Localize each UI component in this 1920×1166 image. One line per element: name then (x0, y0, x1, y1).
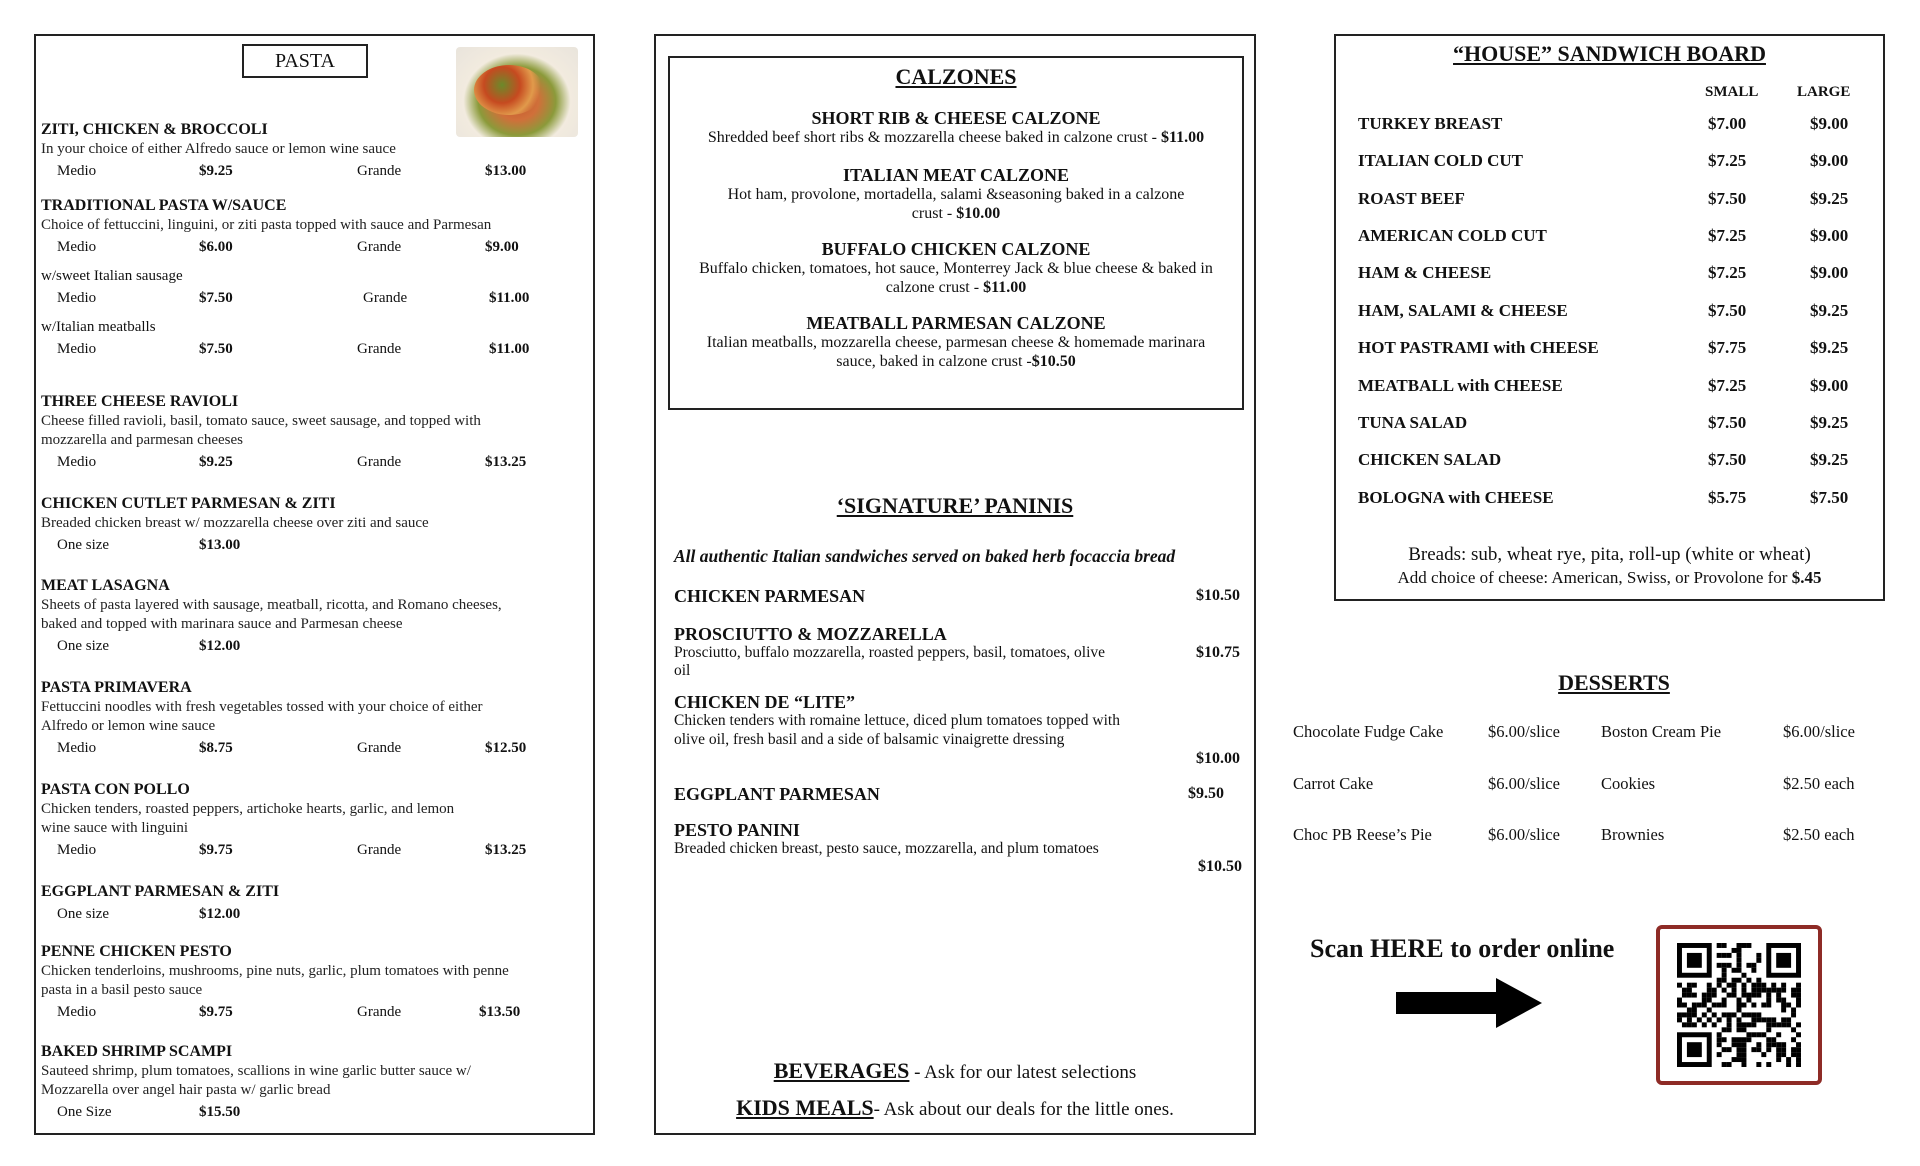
price: $13.25 (485, 842, 527, 858)
price-row (41, 290, 581, 312)
item-desc: Chicken tenderloins, mushrooms, pine nuts, garlic, plum tomatoes with penne pasta in a basil pesto sauce (41, 963, 509, 998)
panini-price: $10.00 (1196, 750, 1240, 767)
panini-item (674, 692, 1240, 767)
price: $7.50 (199, 290, 233, 306)
calzones-box (668, 56, 1244, 410)
price: $11.00 (489, 341, 530, 357)
dessert-price: $6.00/slice (1488, 722, 1560, 741)
size-label: Medio (57, 842, 97, 858)
panini-name: PESTO PANINI (674, 820, 800, 840)
size-label: Medio (57, 1004, 97, 1020)
large-price: $9.00 (1810, 151, 1849, 170)
item-desc: Fettuccini noodles with fresh vegetables tossed with your choice of either Alfredo or lemon wine sauce (41, 699, 483, 734)
price: $15.50 (199, 1104, 241, 1120)
size-label: Medio (57, 163, 97, 179)
dessert-name: Carrot Cake (1293, 774, 1374, 793)
panini-item (674, 784, 1240, 804)
panini-item (674, 820, 1242, 875)
small-price: $7.25 (1708, 263, 1747, 282)
calzone-name: ITALIAN MEAT CALZONE (842, 165, 1070, 185)
item-name: PENNE CHICKEN PESTO (41, 943, 232, 960)
calzone-desc (702, 333, 1210, 371)
panini-name: CHICKEN PARMESAN (674, 586, 866, 606)
large-price: $9.00 (1810, 226, 1849, 245)
menu-item (41, 392, 527, 476)
sandwich-name: HOT PASTRAMI with CHEESE (1358, 338, 1599, 357)
cheese-line (1336, 568, 1883, 588)
item-name: PASTA PRIMAVERA (41, 679, 192, 696)
sandwich-row (1358, 488, 1868, 510)
small-price: $7.25 (1708, 226, 1747, 245)
sandwich-row (1358, 226, 1868, 248)
dessert-name: Boston Cream Pie (1601, 722, 1722, 741)
price: $13.50 (479, 1004, 521, 1020)
desserts-title: DESSERTS (1558, 670, 1670, 695)
sandwich-row (1358, 376, 1868, 398)
sandwich-name: BOLOGNA with CHEESE (1358, 488, 1554, 507)
dessert-price: $2.50 each (1783, 774, 1855, 793)
menu-item (41, 494, 581, 559)
large-price: $9.00 (1810, 376, 1849, 395)
large-price: $9.25 (1810, 413, 1849, 432)
size-label: Grande (357, 1004, 402, 1020)
small-price: $7.00 (1708, 114, 1747, 133)
kids-text: - Ask about our deals for the little ones. (873, 1099, 1174, 1120)
qr-code[interactable] (1656, 925, 1822, 1085)
kids-line (656, 1095, 1254, 1121)
price: $9.75 (199, 1004, 233, 1020)
small-price: $7.50 (1708, 413, 1747, 432)
sandwich-panel (1334, 34, 1885, 601)
panini-price: $9.50 (1188, 785, 1224, 802)
calzone-desc-text: Italian meatballs, mozzarella cheese, parmesan cheese & homemade marinara sauce, baked in calzone crust - (706, 334, 1206, 370)
small-price: $7.25 (1708, 151, 1747, 170)
price-row (41, 740, 527, 762)
cheese-price: $.45 (1791, 568, 1822, 587)
price: $12.50 (485, 740, 527, 756)
large-price: $9.00 (1810, 263, 1849, 282)
menu-item (41, 196, 581, 363)
price-row (41, 537, 581, 559)
sandwich-name: ROAST BEEF (1358, 189, 1465, 208)
price: $8.75 (199, 740, 233, 756)
panini-item (674, 586, 1240, 606)
price: $9.25 (199, 454, 233, 470)
price-row (41, 638, 521, 660)
price: $9.25 (199, 163, 233, 179)
sandwich-row (1358, 151, 1868, 173)
size-label: Grande (357, 341, 402, 357)
menu-item (41, 678, 527, 762)
qr-code-icon (1674, 943, 1804, 1067)
size-label: Medio (57, 290, 97, 306)
small-price: $7.75 (1708, 338, 1747, 357)
sandwich-name: TUNA SALAD (1358, 413, 1468, 432)
calzone-item (676, 313, 1236, 371)
price: $13.00 (199, 537, 241, 553)
small-price: $7.50 (1708, 189, 1747, 208)
dessert-price: $2.50 each (1783, 825, 1855, 844)
calzone-name: BUFFALO CHICKEN CALZONE (821, 239, 1091, 259)
item-desc: Chicken tenders, roasted peppers, artichoke hearts, garlic, and lemon wine sauce with linguini (41, 801, 455, 836)
price: $6.00 (199, 239, 233, 255)
calzone-desc (690, 259, 1222, 297)
calzone-desc (676, 128, 1236, 147)
panini-name: PROSCIUTTO & MOZZARELLA (674, 624, 947, 644)
calzone-item (676, 165, 1236, 223)
price-row (41, 906, 581, 928)
size-label: One size (57, 906, 110, 922)
price-row (41, 341, 581, 363)
paninis-subtitle: All authentic Italian sandwiches served on baked herb focaccia bread (674, 546, 1176, 566)
size-label: Grande (357, 842, 402, 858)
price-row (41, 1104, 541, 1126)
item-name: BAKED SHRIMP SCAMPI (41, 1043, 233, 1060)
calzone-desc (716, 185, 1196, 223)
price-row (41, 842, 527, 864)
menu-item (41, 882, 581, 928)
calzone-name: MEATBALL PARMESAN CALZONE (806, 313, 1106, 333)
size-label: Grande (363, 290, 408, 306)
kids-label: KIDS MEALS (736, 1095, 874, 1120)
price: $12.00 (199, 906, 241, 922)
sandwich-name: HAM & CHEESE (1358, 263, 1492, 282)
item-name: EGGPLANT PARMESAN & ZITI (41, 883, 280, 900)
item-desc: In your choice of either Alfredo sauce or lemon wine sauce (41, 141, 396, 157)
cheese-text: Add choice of cheese: American, Swiss, or Provolone for (1397, 568, 1792, 587)
calzone-price: $10.00 (956, 205, 1001, 222)
sandwich-row (1358, 413, 1868, 435)
sandwich-name: ITALIAN COLD CUT (1358, 151, 1523, 170)
item-name: ZITI, CHICKEN & BROCCOLI (41, 121, 268, 138)
sandwich-row (1358, 450, 1868, 472)
calzone-desc-text: Buffalo chicken, tomatoes, hot sauce, Monterrey Jack & blue cheese & baked in calzone crust - (699, 260, 1213, 296)
calzone-item (676, 239, 1236, 297)
panini-price: $10.50 (1198, 858, 1242, 875)
sandwich-row (1358, 114, 1868, 136)
size-label: Grande (357, 454, 402, 470)
size-label: One size (57, 638, 110, 654)
calzone-price: $11.00 (983, 279, 1027, 296)
large-price: $9.25 (1810, 189, 1849, 208)
price: $9.75 (199, 842, 233, 858)
pasta-title: PASTA (242, 44, 368, 78)
sandwich-title: “HOUSE” SANDWICH BOARD (1453, 41, 1766, 66)
price-row (41, 1004, 521, 1026)
panini-desc: Chicken tenders with romaine lettuce, diced plum tomatoes topped with olive oil, fresh basil and a side of balsamic vinaigrette dressing (674, 712, 1120, 748)
breads-line: Breads: sub, wheat rye, pita, roll-up (white or wheat) (1408, 544, 1811, 565)
panini-item (674, 624, 1240, 680)
size-label: Grande (357, 239, 402, 255)
scan-order-text: Scan HERE to order online (1310, 934, 1615, 963)
menu-item (41, 1042, 541, 1126)
price-row (41, 454, 527, 476)
price: $11.00 (489, 290, 530, 306)
large-price: $9.25 (1810, 450, 1849, 469)
size-label: Medio (57, 341, 97, 357)
beverages-text: - Ask for our latest selections (909, 1062, 1137, 1083)
menu-item (41, 942, 521, 1026)
panini-name: EGGPLANT PARMESAN (674, 784, 880, 804)
panini-price: $10.50 (1196, 587, 1240, 604)
calzone-name: SHORT RIB & CHEESE CALZONE (811, 108, 1101, 128)
large-header: LARGE (1797, 84, 1851, 100)
dessert-price: $6.00/slice (1783, 722, 1855, 741)
item-desc: Cheese filled ravioli, basil, tomato sauce, sweet sausage, and topped with mozzarella and parmesan cheeses (41, 413, 481, 448)
item-variant: w/sweet Italian sausage (41, 268, 183, 284)
calzone-desc-text: Hot ham, provolone, mortadella, salami &seasoning baked in a calzone crust - (727, 186, 1185, 222)
large-price: $9.25 (1810, 301, 1849, 320)
dessert-name: Cookies (1601, 774, 1656, 793)
calzone-price: $11.00 (1161, 129, 1205, 146)
price: $9.00 (485, 239, 519, 255)
dessert-name: Choc PB Reese’s Pie (1293, 825, 1432, 844)
item-desc: Sheets of pasta layered with sausage, meatball, ricotta, and Romano cheeses, baked and topped with marinara sauce and Parmesan cheese (41, 597, 502, 632)
dessert-name: Brownies (1601, 825, 1665, 844)
size-label: Medio (57, 740, 97, 756)
sandwich-row (1358, 263, 1868, 285)
price: $13.00 (485, 163, 527, 179)
size-label: Grande (357, 163, 402, 179)
price-row (41, 239, 581, 261)
sandwich-row (1358, 189, 1868, 211)
small-header: SMALL (1705, 84, 1759, 100)
arrow-right-icon (1396, 978, 1542, 1028)
item-desc: Breaded chicken breast w/ mozzarella cheese over ziti and sauce (41, 515, 429, 531)
panini-price: $10.75 (1196, 644, 1240, 661)
panini-desc: Breaded chicken breast, pesto sauce, mozzarella, and plum tomatoes (674, 840, 1099, 857)
beverages-label: BEVERAGES (773, 1058, 910, 1083)
size-label: One Size (57, 1104, 112, 1120)
price: $7.50 (199, 341, 233, 357)
sandwich-name: HAM, SALAMI & CHEESE (1358, 301, 1568, 320)
paninis-title: ‘SIGNATURE’ PANINIS (836, 493, 1074, 518)
sandwich-row (1358, 338, 1868, 360)
small-price: $7.50 (1708, 450, 1747, 469)
item-name: CHICKEN CUTLET PARMESAN & ZITI (41, 495, 336, 512)
large-price: $9.00 (1810, 114, 1849, 133)
calzones-title: CALZONES (895, 64, 1017, 89)
large-price: $7.50 (1810, 488, 1849, 507)
menu-item (41, 780, 527, 864)
sandwich-name: TURKEY BREAST (1358, 114, 1503, 133)
size-label: Medio (57, 239, 97, 255)
dessert-price: $6.00/slice (1488, 774, 1560, 793)
sandwich-name: CHICKEN SALAD (1358, 450, 1502, 469)
item-name: MEAT LASAGNA (41, 577, 170, 594)
price: $12.00 (199, 638, 241, 654)
item-name: TRADITIONAL PASTA W/SAUCE (41, 197, 287, 214)
sandwich-name: AMERICAN COLD CUT (1358, 226, 1547, 245)
price-row (41, 163, 581, 185)
item-name: THREE CHEESE RAVIOLI (41, 393, 239, 410)
dessert-price: $6.00/slice (1488, 825, 1560, 844)
pasta-panel (34, 34, 595, 1135)
calzone-price: $10.50 (1031, 353, 1076, 370)
size-label: Grande (357, 740, 402, 756)
sandwich-name: MEATBALL with CHEESE (1358, 376, 1563, 395)
beverages-line (656, 1058, 1254, 1084)
menu-item (41, 576, 521, 660)
small-price: $7.50 (1708, 301, 1747, 320)
small-price: $5.75 (1708, 488, 1747, 507)
dessert-name: Chocolate Fudge Cake (1293, 722, 1444, 741)
large-price: $9.25 (1810, 338, 1849, 357)
size-label: One size (57, 537, 110, 553)
item-variant: w/Italian meatballs (41, 319, 156, 335)
item-desc: Choice of fettuccini, linguini, or ziti pasta topped with sauce and Parmesan (41, 217, 492, 233)
size-label: Medio (57, 454, 97, 470)
calzone-item (676, 108, 1236, 147)
menu-item (41, 120, 581, 185)
item-name: PASTA CON POLLO (41, 781, 190, 798)
calzone-desc-text: Shredded beef short ribs & mozzarella cheese baked in calzone crust - (707, 129, 1161, 146)
middle-panel (654, 34, 1256, 1135)
panini-desc: Prosciutto, buffalo mozzarella, roasted peppers, basil, tomatoes, olive oil (674, 644, 1106, 679)
item-desc: Sauteed shrimp, plum tomatoes, scallions in wine garlic butter sauce w/ Mozzarella over angel hair pasta w/ garlic bread (41, 1063, 471, 1098)
price: $13.25 (485, 454, 527, 470)
panini-name: CHICKEN DE “LITE” (674, 692, 856, 712)
small-price: $7.25 (1708, 376, 1747, 395)
sandwich-row (1358, 301, 1868, 323)
